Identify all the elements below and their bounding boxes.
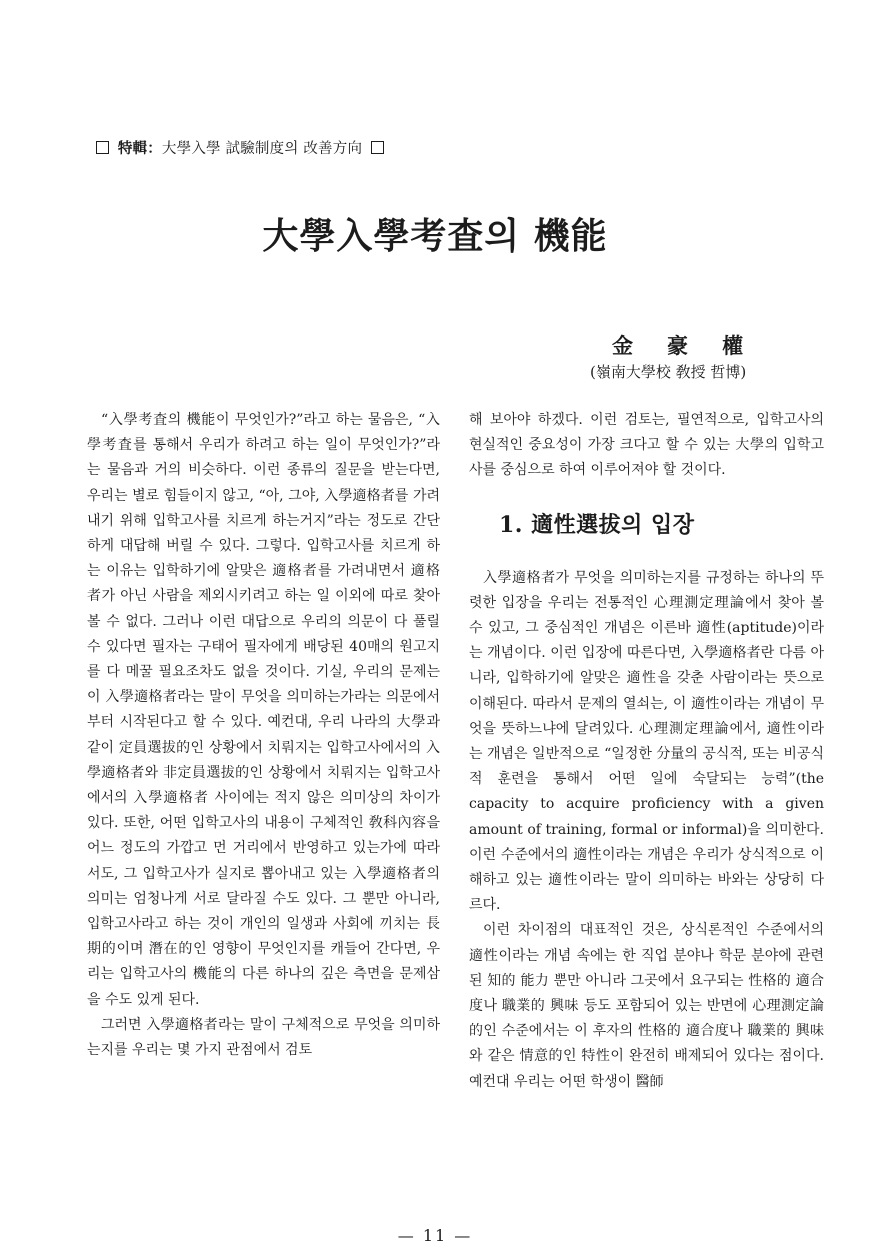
author-name: 金豪權 bbox=[612, 333, 777, 358]
paragraph-continued: 해 보아야 하겠다. 이런 검토는, 필연적으로, 입학고사의 현실적인 중요성이 가장 크다고 할 수 있는 大學의 입학고사를 중심으로 하여 이루어져야 할 것이다. bbox=[469, 412, 824, 479]
page-number: — 11 — bbox=[397, 1226, 473, 1245]
article-title: 大學入學考査의 機能 bbox=[262, 215, 608, 257]
paragraph: 이런 차이점의 대표적인 것은, 상식론적인 수준에서의 適性이라는 개념 속에는 한 직업 분야나 학문 분야에 관련된 知的 能力 뿐만 아니라 그곳에서 요구되는 性格的 適合度나 職業的 興味 등도 포함되어 있는 반면에 心理測定論的인 수준에서는 이 후자의 性格的 適合度나 職業的 興味와 같은 情意的인 特性이 완전히 배제되어 있다는 점이다. 예컨대 우리는 어떤 학생이 醫師 bbox=[469, 922, 824, 1090]
paragraph: “入學考査의 機能이 무엇인가?”라고 하는 물음은, “入學考査를 통해서 우리가 하려고 하는 일이 무엇인가?”라는 물음과 거의 비슷하다. 이런 종류의 질문을 받는다면, 우리는 별로 힘들이지 않고, “아, 그야, 入學適格者를 가려내기 위해 입학고사를 치르게 하는거지”라는 정도로 간단하게 대답해 버릴 수 있다. 그렇다. 입학고사를 치르게 하는 이유는 입학하기에 알맞은 適格者를 가려내면서 適格者가 아닌 사람을 제외시키려고 하는 일 이외에 따로 찾아 볼 수 없다. 그러나 이런 대답으로 우리의 의문이 다 풀릴 수 있다면 필자는 구태어 필자에게 배당된 40매의 원고지를 다 메꿀 필요조차도 없을 것이다. 기실, 우리의 문제는 이 入學適格者라는 말이 무엇을 의미하는가라는 의문에서 부터 시작된다고 할 수 있다. 예컨대, 우리 나라의 大學과 같이 定員選拔的인 상황에서 치뤄지는 입학고사에서의 入學適格者와 非定員選拔的인 상황에서 치뤄지는 입학고사에서의 入學適格者 사이에는 적지 않은 의미상의 차이가 있다. 또한, 어떤 입학고사의 내용이 구체적인 敎科內容을 어느 정도의 가깝고 먼 거리에서 반영하고 있는가에 따라서도, 그 입학고사가 실지로 뽑아내고 있는 入學適格者의 의미는 엄청나게 서로 달라질 수도 있다. 그 뿐만 아니라, 입학고사라고 하는 것이 개인의 일생과 사회에 끼치는 長期的이며 潛在的인 영향이 무엇인지를 캐들어 간다면, 우리는 입학고사의 機能의 다른 하나의 깊은 측면을 문제삼을 수도 있게 된다. bbox=[87, 412, 440, 1008]
right-column bbox=[469, 408, 824, 1095]
special-feature-header: 特輯：大學入學 試驗制度의 改善方向 bbox=[92, 137, 388, 158]
paragraph: 그러면 入學適格者라는 말이 구체적으로 무엇을 의미하는지를 우리는 몇 가지 관점에서 검토 bbox=[87, 1016, 440, 1059]
special-topic: 大學入學 試驗制度의 改善方向 bbox=[161, 141, 363, 157]
box-bullet-icon bbox=[96, 141, 109, 154]
left-column bbox=[87, 408, 440, 1063]
special-label: 特輯 bbox=[117, 141, 148, 157]
author-affiliation: (嶺南大學校 敎授 哲博) bbox=[590, 363, 747, 381]
section-heading: 1. 適性選拔의 입장 bbox=[499, 511, 695, 538]
box-bullet-icon bbox=[371, 141, 384, 154]
paragraph: 入學適格者가 무엇을 의미하는지를 규정하는 하나의 뚜렷한 입장을 우리는 전통적인 心理測定理論에서 찾아 볼 수 있고, 그 중심적인 개념은 이른바 適性(aptitude)이라는 개념이다. 이런 입장에 따른다면, 入學適格者란 다름 아니라, 입학하기에 알맞은 適性을 갖춘 사람이라는 뜻으로 이해된다. 따라서 문제의 열쇠는, 이 適性이라는 개념이 무엇을 뜻하느냐에 달려있다. 心理測定理論에서, 適性이라는 개념은 일반적으로 “일정한 分量의 공식적, 또는 비공식적 훈련을 통해서 어떤 일에 숙달되는 능력”(the capacity to acquire proficiency with a given amount of training, formal or informal)을 의미한다. 이런 수준에서의 適性이라는 개념은 우리가 상식적으로 이해하고 있는 適性이라는 말이 의미하는 바와는 상당히 다르다. bbox=[469, 569, 824, 914]
